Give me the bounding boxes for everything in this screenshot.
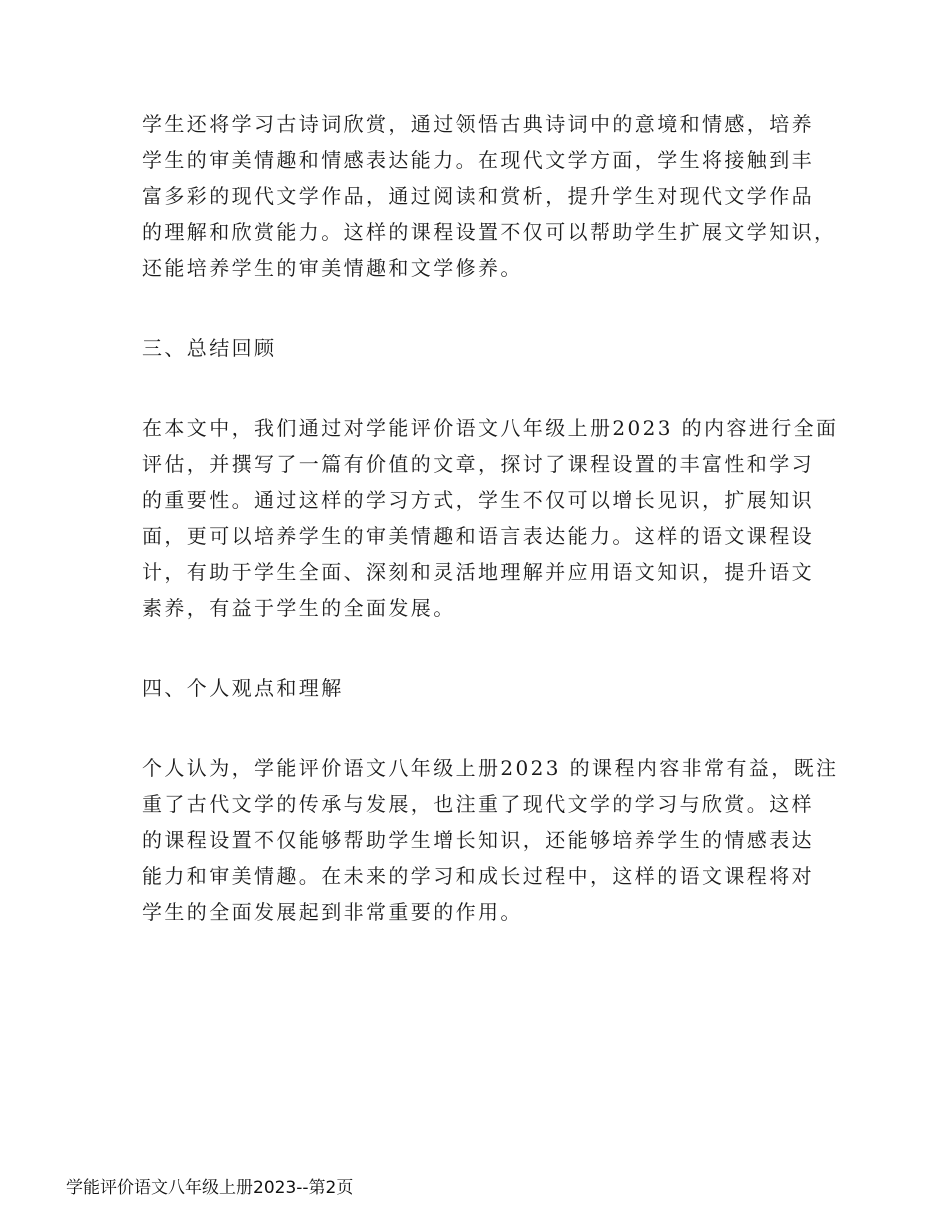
text-line: 在本文中，我们通过对学能评价语文八年级上册2023 的内容进行全面 <box>142 416 839 440</box>
text-line: 重了古代文学的传承与发展，也注重了现代文学的学习与欣赏。这样 <box>142 792 814 816</box>
section-heading-personal-view: 四、个人观点和理解 <box>142 676 344 700</box>
paragraph-spacer <box>142 626 842 670</box>
document-body <box>142 106 842 930</box>
text-line: 计，有助于学生全面、深刻和灵活地理解并应用语文知识，提升语文 <box>142 560 814 584</box>
paragraph-personal-view <box>142 750 842 930</box>
text-line: 的重要性。通过这样的学习方式，学生不仅可以增长见识，扩展知识 <box>142 488 814 512</box>
paragraph-summary <box>142 410 842 626</box>
text-line: 的理解和欣赏能力。这样的课程设置不仅可以帮助学生扩展文学知识， <box>142 220 837 244</box>
paragraph-course-content <box>142 106 842 286</box>
text-line: 个人认为，学能评价语文八年级上册2023 的课程内容非常有益，既注 <box>142 756 839 780</box>
page-footer: 学能评价语文八年级上册2023--第2页 <box>66 1178 354 1198</box>
text-line: 学生的审美情趣和情感表达能力。在现代文学方面，学生将接触到丰 <box>142 148 814 172</box>
text-line: 学生还将学习古诗词欣赏，通过领悟古典诗词中的意境和情感，培养 <box>142 112 814 136</box>
text-line: 还能培养学生的审美情趣和文学修养。 <box>142 256 523 280</box>
paragraph-spacer <box>142 706 842 750</box>
section-heading-summary: 三、总结回顾 <box>142 336 277 360</box>
text-line: 的课程设置不仅能够帮助学生增长知识，还能够培养学生的情感表达 <box>142 828 814 852</box>
text-line: 评估，并撰写了一篇有价值的文章，探讨了课程设置的丰富性和学习 <box>142 452 814 476</box>
text-line: 学生的全面发展起到非常重要的作用。 <box>142 900 523 924</box>
text-line: 能力和审美情趣。在未来的学习和成长过程中，这样的语文课程将对 <box>142 864 814 888</box>
paragraph-spacer <box>142 366 842 410</box>
text-line: 素养，有益于学生的全面发展。 <box>142 596 456 620</box>
text-line: 富多彩的现代文学作品，通过阅读和赏析，提升学生对现代文学作品 <box>142 184 814 208</box>
paragraph-spacer <box>142 286 842 330</box>
text-line: 面，更可以培养学生的审美情趣和语言表达能力。这样的语文课程设 <box>142 524 814 548</box>
